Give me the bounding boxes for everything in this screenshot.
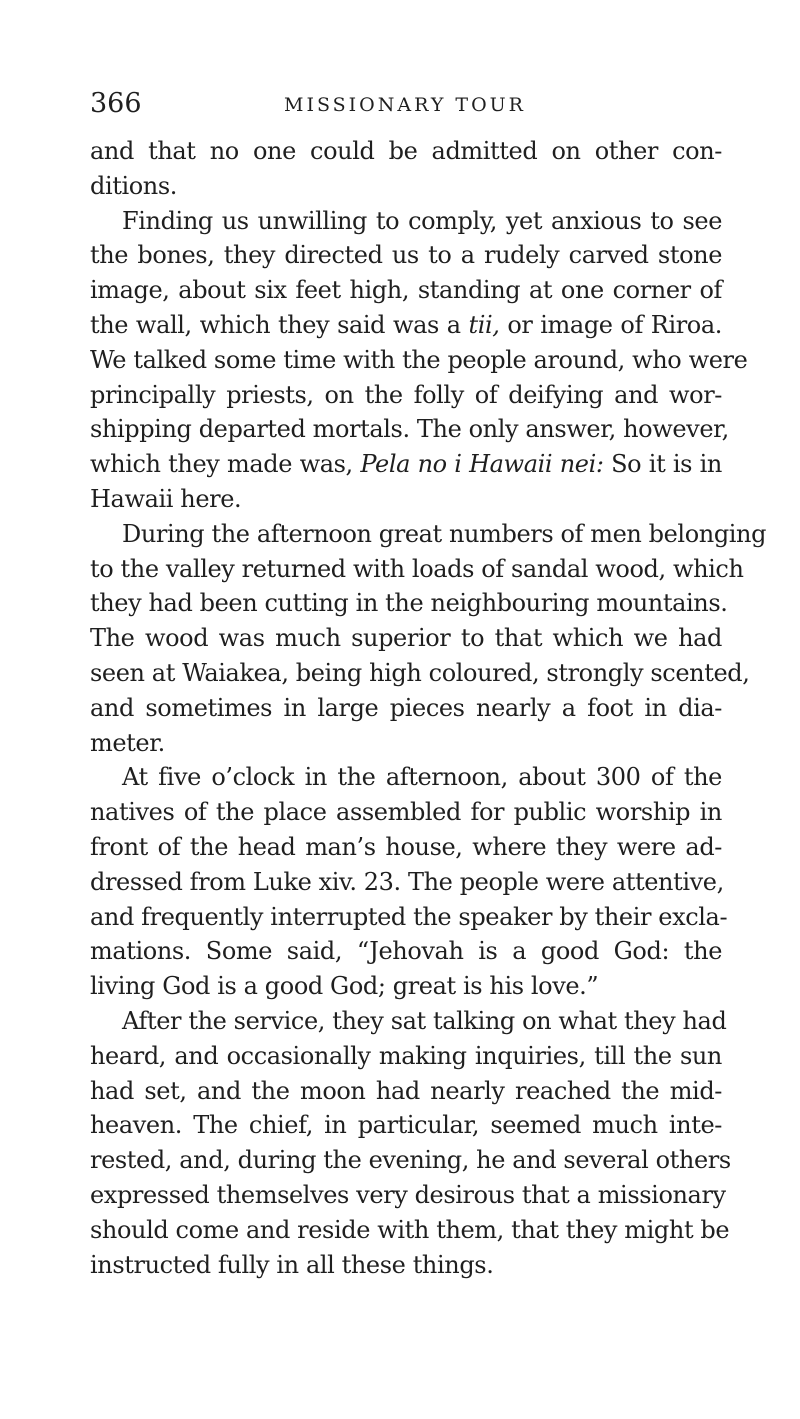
body-text: [90, 134, 767, 1282]
text-line: Finding us unwilling to comply, yet anxious to see: [122, 206, 722, 235]
text-line: living God is a good God; great is his love.”: [90, 972, 599, 1001]
text-line: image, about six feet high, standing at one corner of: [90, 276, 722, 305]
text-line: Hawaii here.: [90, 484, 242, 513]
italic-phrase: tii,: [468, 310, 500, 339]
text-run: the wall, which they said was a: [90, 310, 469, 339]
text-line: We talked some time with the people around, who were: [90, 345, 748, 374]
text-line: dressed from Luke xiv. 23. The people were attentive,: [90, 867, 724, 896]
text-line: seen at Waiakea, being high coloured, strongly scented,: [90, 658, 750, 687]
text-line: heaven. The chief, in particular, seemed much inte-: [90, 1111, 722, 1140]
text-line: they had been cutting in the neighbouring mountains.: [90, 589, 728, 618]
text-run: or image of Riroa.: [499, 310, 722, 339]
italic-phrase: Pela no i Hawaii nei:: [360, 450, 604, 479]
text-line: had set, and the moon had nearly reached the mid-: [90, 1076, 722, 1105]
text-line: and sometimes in large pieces nearly a foot in dia-: [90, 693, 722, 722]
text-line: ditions.: [90, 171, 178, 200]
text-line: front of the head man’s house, where they were ad-: [90, 832, 722, 861]
text-line: expressed themselves very desirous that a missionary: [90, 1180, 726, 1209]
text-line: heard, and occasionally making inquiries, till the sun: [90, 1041, 722, 1070]
page-header: [90, 84, 720, 124]
text-line: meter.: [90, 728, 165, 757]
text-line: natives of the place assembled for public worship in: [90, 798, 722, 827]
text-line: the bones, they directed us to a rudely carved stone: [90, 241, 722, 270]
text-run: So it is in: [603, 450, 722, 479]
text-line: At five o’clock in the afternoon, about 300 of the: [122, 763, 722, 792]
text-line: [90, 308, 722, 343]
text-line: should come and reside with them, that they might be: [90, 1215, 730, 1244]
text-line: During the afternoon great numbers of men belonging: [122, 519, 767, 548]
text-line: principally priests, on the folly of deifying and wor-: [90, 380, 722, 409]
text-line: rested, and, during the evening, he and several others: [90, 1146, 731, 1175]
text-line: to the valley returned with loads of sandal wood, which: [90, 554, 744, 583]
text-line: The wood was much superior to that which we had: [90, 624, 722, 653]
text-line: mations. Some said, “Jehovah is a good God: the: [90, 937, 722, 966]
running-title: MISSIONARY TOUR: [284, 94, 526, 116]
text-line: After the service, they sat talking on what they had: [122, 1006, 727, 1035]
text-line: instructed fully in all these things.: [90, 1250, 494, 1279]
text-run: which they made was,: [90, 450, 361, 479]
text-line: shipping departed mortals. The only answer, however,: [90, 415, 729, 444]
text-line: and that no one could be admitted on other con-: [90, 137, 722, 165]
text-line: and frequently interrupted the speaker by their excla-: [90, 902, 728, 931]
page-number: 366: [90, 88, 142, 119]
text-line: [90, 447, 722, 482]
